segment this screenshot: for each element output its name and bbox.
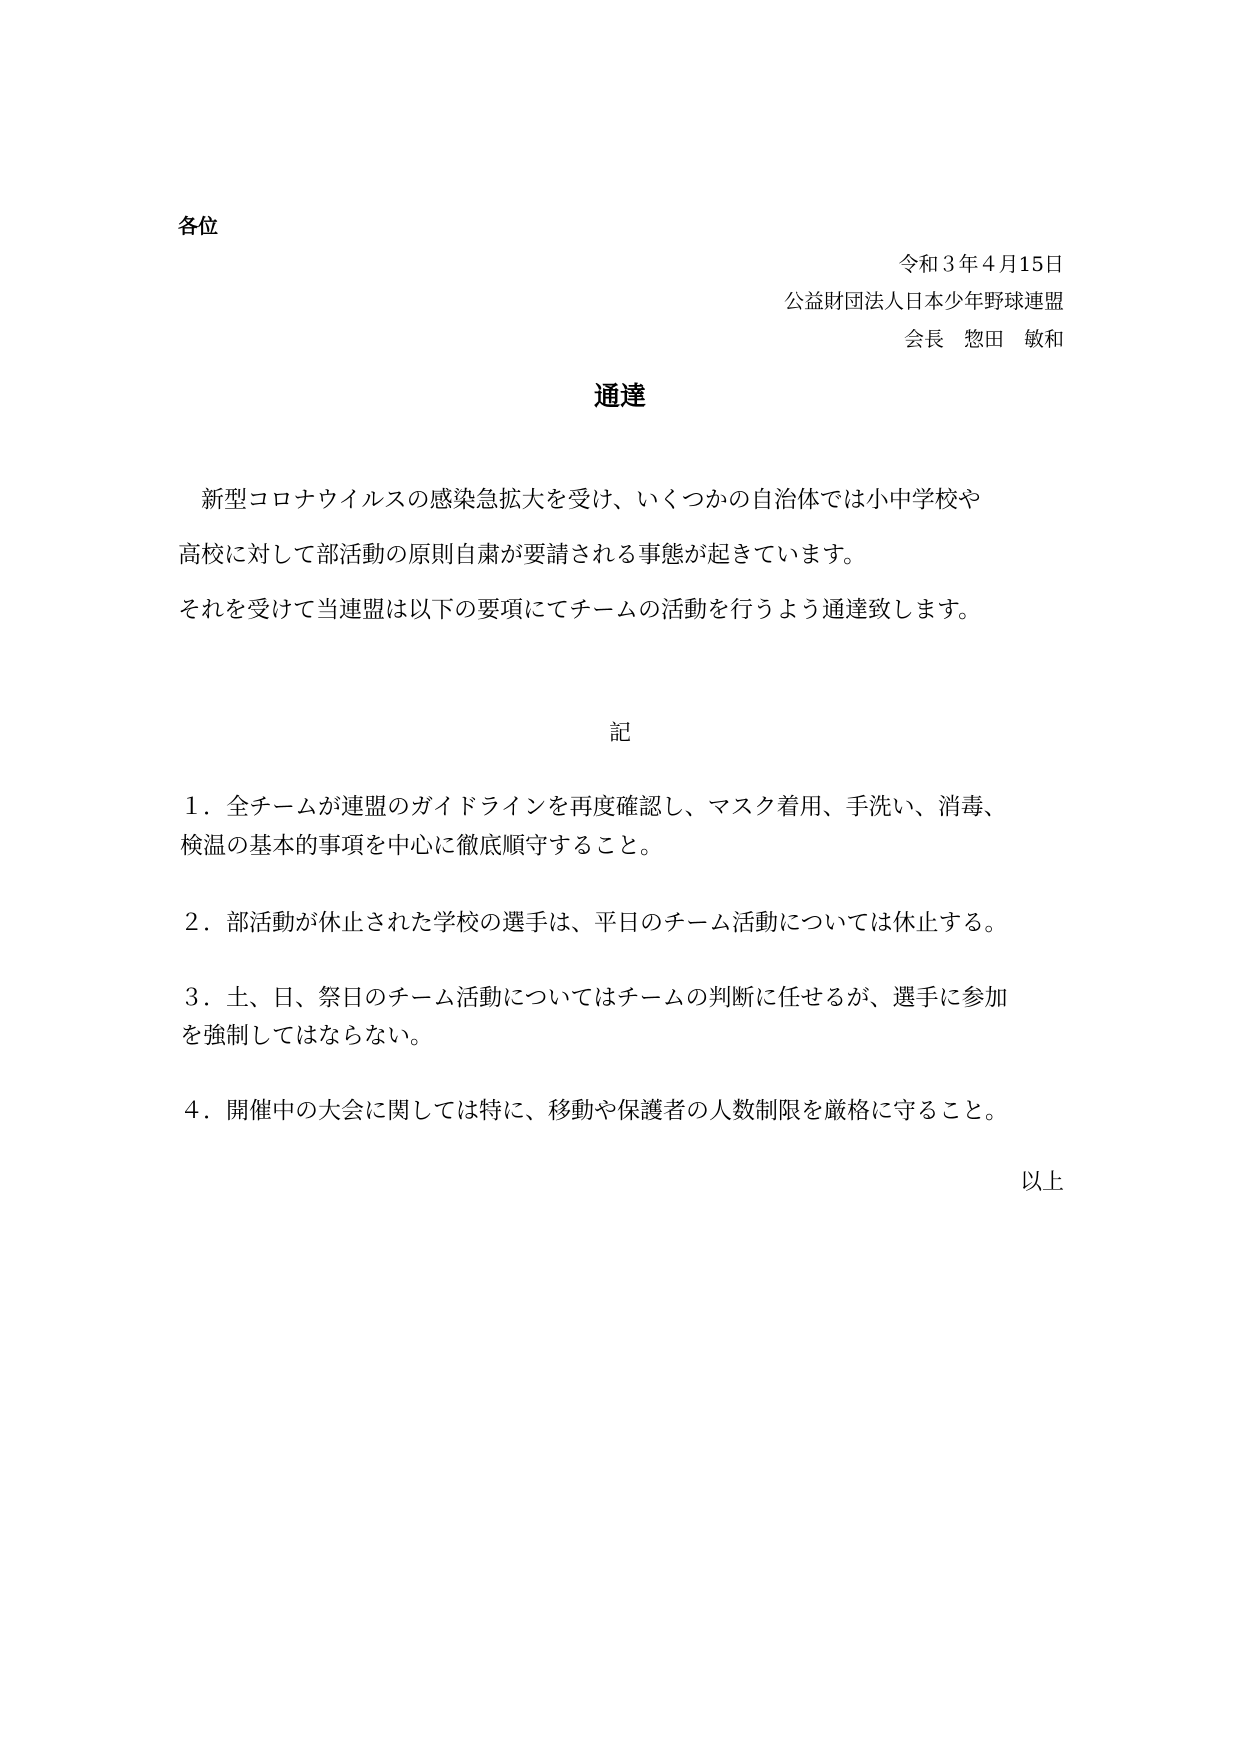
document-title: 通達 xyxy=(593,382,646,412)
item-line: ２．部活動が休止された学校の選手は、平日のチーム活動については休止する。 xyxy=(180,910,1008,936)
paragraph-line: それを受けて当連盟は以下の要項にてチームの活動を行うよう通達致します。 xyxy=(178,597,982,623)
item-line: 検温の基本的事項を中心に徹底順守すること。 xyxy=(180,833,663,859)
item-line: を強制してはならない。 xyxy=(180,1023,433,1049)
ki-heading: 記 xyxy=(608,721,631,746)
item-line: １．全チームが連盟のガイドラインを再度確認し、マスク着用、手洗い、消毒、 xyxy=(180,794,1007,820)
addressee: 各位 xyxy=(178,214,218,238)
paragraph-line: 新型コロナウイルスの感染急拡大を受け、いくつかの自治体では小中学校や xyxy=(178,487,981,513)
issuing-organization: 公益財団法人日本少年野球連盟 xyxy=(784,289,1064,313)
paragraph-line: 高校に対して部活動の原則自粛が要請される事態が起きています。 xyxy=(178,542,867,568)
closing-mark: 以上 xyxy=(1019,1170,1064,1195)
issue-date: 令和３年４月15日 xyxy=(898,252,1064,276)
item-line: ３．土、日、祭日のチーム活動についてはチームの判断に任せるが、選手に参加 xyxy=(180,985,1008,1011)
item-line: ４．開催中の大会に関しては特に、移動や保護者の人数制限を厳格に守ること。 xyxy=(180,1098,1008,1124)
president-name: 会長 惣田 敏和 xyxy=(904,327,1064,351)
